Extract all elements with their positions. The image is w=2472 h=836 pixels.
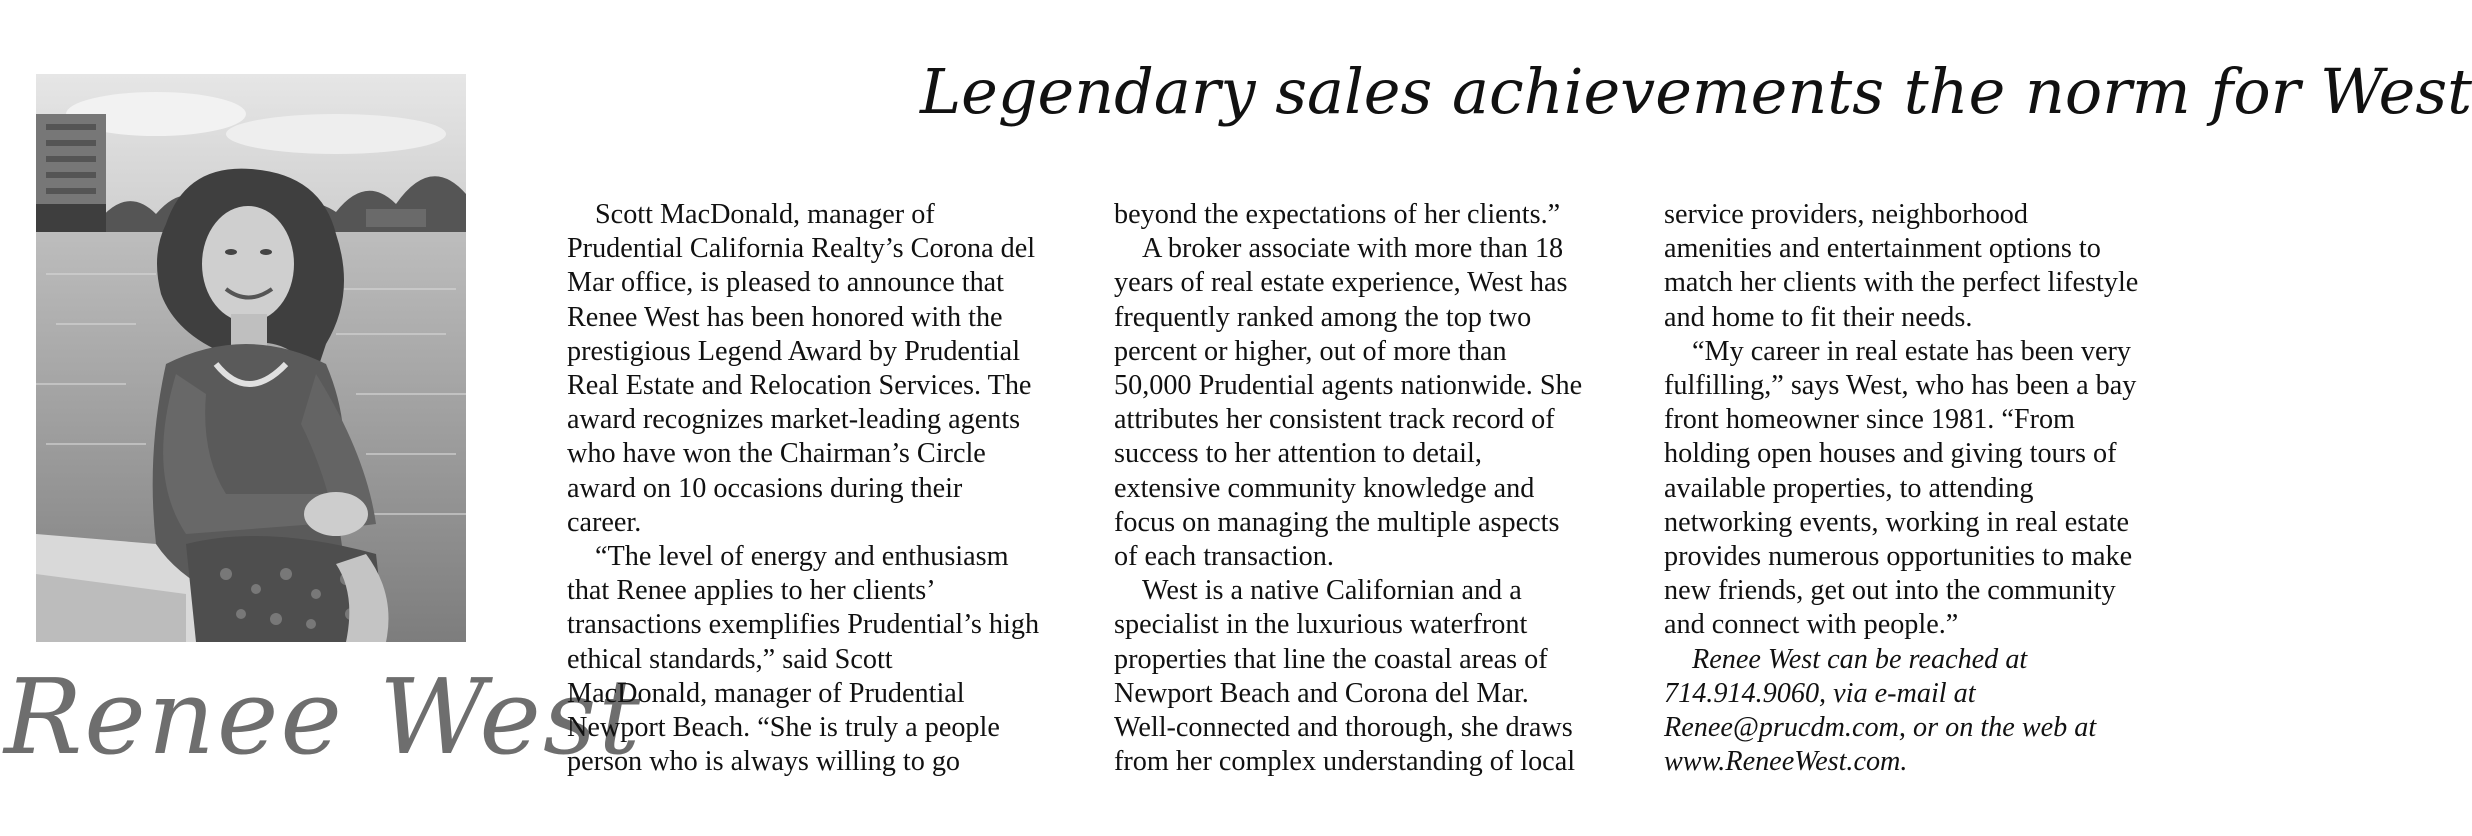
article-line: percent or higher, out of more than: [1114, 335, 1507, 367]
article-line: prestigious Legend Award by Prudential: [567, 335, 1021, 367]
article-line: front homeowner since 1981. “From: [1664, 404, 2075, 436]
article-line: Real Estate and Relocation Services. The: [567, 370, 1032, 402]
article-line: award on 10 occasions during their: [567, 472, 963, 504]
portrait-photo: [36, 74, 466, 642]
article-line: of each transaction.: [1114, 541, 1334, 573]
article-line: holding open houses and giving tours of: [1664, 438, 2117, 470]
article-line: provides numerous opportunities to make: [1664, 541, 2133, 573]
article-line: Mar office, is pleased to announce that: [567, 267, 1005, 299]
article-line: Scott MacDonald, manager of: [595, 199, 935, 230]
article-line: match her clients with the perfect lifestyle: [1664, 267, 2139, 299]
article-line: “My career in real estate has been very: [1692, 335, 2132, 367]
article-line: new friends, get out into the community: [1664, 575, 2116, 607]
article-line: and connect with people.”: [1664, 609, 1959, 641]
article-line: West is a native Californian and a: [1142, 575, 1522, 607]
article-line: Renee West has been honored with the: [567, 301, 1003, 333]
article-column-1: [567, 198, 1097, 779]
article-line: 50,000 Prudential agents nationwide. She: [1114, 370, 1583, 402]
article-line: that Renee applies to her clients’: [567, 575, 936, 607]
article-line: Well-connected and thorough, she draws: [1114, 712, 1573, 744]
article-line: “The level of energy and enthusiasm: [595, 541, 1009, 573]
article-column-2: [1114, 198, 1644, 779]
article-line: amenities and entertainment options to: [1664, 233, 2101, 265]
article-line: networking events, working in real estate: [1664, 506, 2129, 538]
headline: Legendary sales achievements the norm for West: [920, 55, 2472, 128]
article-line: Newport Beach. “She is truly a people: [567, 712, 1000, 744]
article-line: extensive community knowledge and: [1114, 472, 1535, 504]
article-line: Renee@prucdm.com, or on the web at: [1664, 712, 2097, 744]
article-line: and home to fit their needs.: [1664, 301, 1973, 333]
article-line: attributes her consistent track record of: [1114, 404, 1555, 436]
article-line: fulfilling,” says West, who has been a bay: [1664, 370, 2137, 402]
article-line: focus on managing the multiple aspects: [1114, 506, 1560, 538]
article-line: MacDonald, manager of Prudential: [567, 677, 965, 709]
article-line: properties that line the coastal areas of: [1114, 643, 1548, 675]
article-line: who have won the Chairman’s Circle: [567, 438, 986, 470]
article-line: Renee West can be reached at: [1692, 643, 2028, 675]
article-line: transactions exemplifies Prudential’s high: [567, 609, 1040, 641]
article-line: from her complex understanding of local: [1114, 746, 1576, 778]
article-line: available properties, to attending: [1664, 472, 2034, 504]
portrait-image: [36, 74, 466, 642]
article-line: specialist in the luxurious waterfront: [1114, 609, 1528, 641]
article-line: beyond the expectations of her clients.”: [1114, 199, 1561, 230]
article-line: award recognizes market-leading agents: [567, 404, 1021, 436]
article-line: person who is always willing to go: [567, 746, 961, 778]
article-line: A broker associate with more than 18: [1142, 233, 1564, 265]
article-line: career.: [567, 506, 642, 538]
article-line: Newport Beach and Corona del Mar.: [1114, 677, 1529, 709]
article-line: Prudential California Realty’s Corona del: [567, 233, 1036, 265]
article-line: frequently ranked among the top two: [1114, 301, 1532, 333]
article-line: 714.914.9060, via e-mail at: [1664, 677, 1976, 709]
name-caption: Renee West: [4, 656, 643, 778]
article-column-3: [1664, 198, 2194, 779]
article-line: years of real estate experience, West has: [1114, 267, 1568, 299]
article-line: success to her attention to detail,: [1114, 438, 1482, 470]
article-line: ethical standards,” said Scott: [567, 643, 893, 675]
article-line: service providers, neighborhood: [1664, 199, 2028, 230]
article-line: www.ReneeWest.com.: [1664, 746, 1908, 778]
